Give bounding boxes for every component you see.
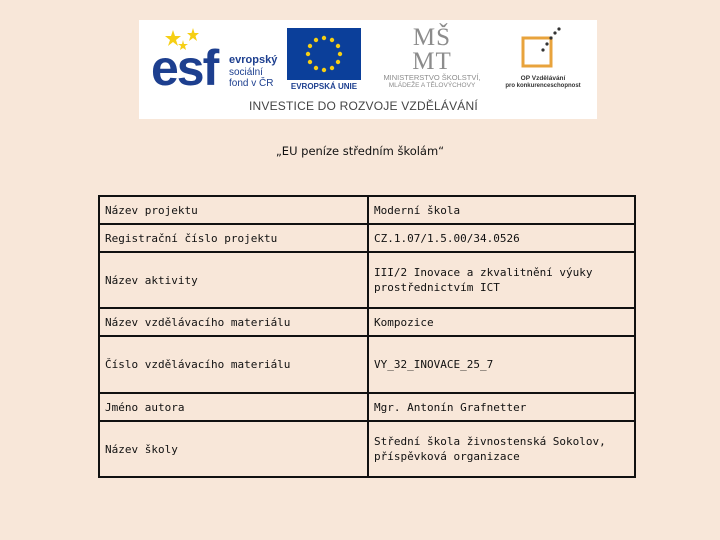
esf-line-3: fond v ČR xyxy=(229,78,274,89)
row-value: VY_32_INOVACE_25_7 xyxy=(368,336,635,393)
row-label: Název vzdělávacího materiálu xyxy=(99,308,368,336)
table-row xyxy=(99,196,635,224)
row-value: Moderní škola xyxy=(368,196,635,224)
table-row xyxy=(99,393,635,421)
row-value: Kompozice xyxy=(368,308,635,336)
msmt-line-2: MLÁDEŽE A TĚLOVÝCHOVY xyxy=(388,82,476,89)
row-value: III/2 Inovace a zkvalitnění výuky prostřednictvím ICT xyxy=(368,252,635,308)
table-row xyxy=(99,421,635,477)
table-row xyxy=(99,224,635,252)
eu-flag-icon xyxy=(287,28,361,80)
row-value: CZ.1.07/1.5.00/34.0526 xyxy=(368,224,635,252)
msmt-line-1: MINISTERSTVO ŠKOLSTVÍ, xyxy=(383,73,481,82)
esf-line-2: sociální xyxy=(229,67,263,78)
esf-line-1: evropský xyxy=(229,54,278,66)
op-line-2: pro konkurenceschopnost xyxy=(505,83,581,89)
row-label: Název projektu xyxy=(99,196,368,224)
row-label: Registrační číslo projektu xyxy=(99,224,368,252)
logo-banner xyxy=(139,20,597,119)
op-line-1: OP Vzdělávání xyxy=(520,75,566,82)
esf-logo-text: esf xyxy=(151,40,218,96)
row-value: Střední škola živnostenská Sokolov, příspěvková organizace xyxy=(368,421,635,477)
row-label: Číslo vzdělávacího materiálu xyxy=(99,336,368,393)
row-label: Jméno autora xyxy=(99,393,368,421)
eu-label: EVROPSKÁ UNIE xyxy=(290,82,358,91)
op-vzdelavani-icon xyxy=(517,26,567,72)
page-subtitle: „EU peníze středním školám“ xyxy=(275,144,445,158)
table-row xyxy=(99,336,635,393)
project-info-table xyxy=(98,195,636,478)
row-label: Název aktivity xyxy=(99,252,368,308)
row-label: Název školy xyxy=(99,421,368,477)
row-value: Mgr. Antonín Grafnetter xyxy=(368,393,635,421)
banner-slogan: INVESTICE DO ROZVOJE VZDĚLÁVÁNÍ xyxy=(249,99,478,113)
table-row xyxy=(99,308,635,336)
table-row xyxy=(99,252,635,308)
msmt-logo-text: MŠ MT xyxy=(412,24,452,75)
